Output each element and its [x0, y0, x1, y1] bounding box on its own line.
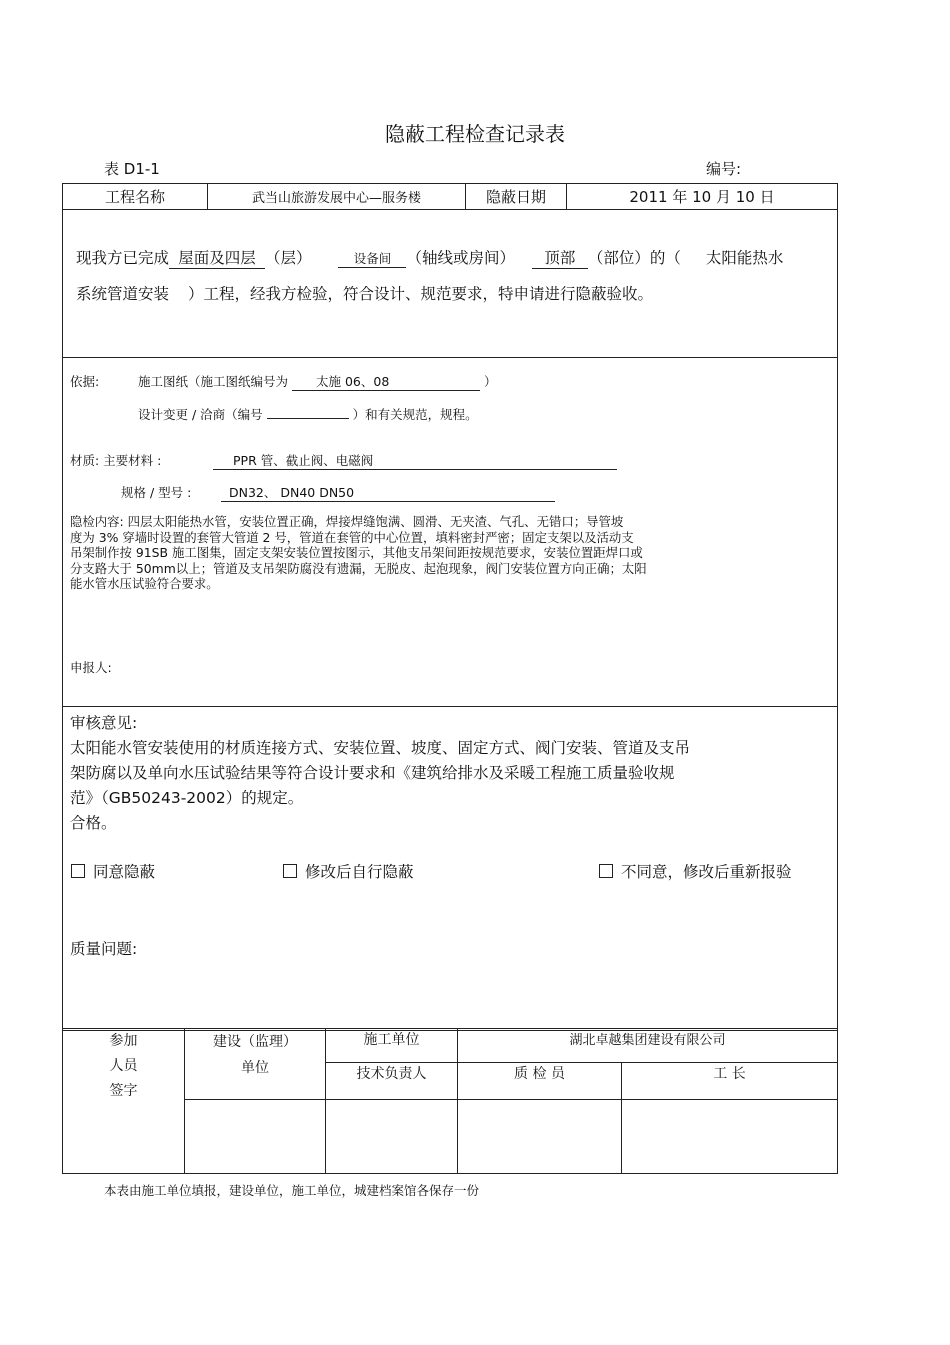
inspection-section [63, 358, 838, 707]
axis-room-field: 设备间 [338, 249, 406, 268]
project-name-label: 工程名称 [63, 184, 208, 210]
basis-label: 依据: [70, 374, 100, 389]
contractor-label: 施工单位 [326, 1029, 458, 1063]
option-disagree[interactable]: 不同意，修改后重新报验 [599, 860, 792, 882]
review-label: 审核意见: [70, 714, 138, 732]
position-field: 顶部 [532, 246, 588, 269]
statement-section [63, 210, 838, 358]
page-title: 隐蔽工程检查记录表 [385, 122, 565, 146]
work-item-a: 太阳能热水 [705, 249, 784, 267]
participants-label: 参加 人员 签字 [63, 1029, 185, 1174]
statement-line-2: 系统管道安装 ）工程，经我方检验，符合设计、规范要求，特申请进行隐蔽验收。 [76, 285, 653, 303]
tech-lead-signature-box[interactable] [326, 1100, 458, 1174]
disagree-checkbox[interactable] [599, 864, 613, 878]
review-section [63, 707, 838, 1031]
owner-supervisor-label: 建设（监理） 单位 [185, 1029, 326, 1100]
inspection-form [62, 183, 838, 1031]
footnote: 本表由施工单位填报，建设单位，施工单位，城建档案馆各保存一份 [104, 1183, 480, 1198]
agree-checkbox[interactable] [71, 864, 85, 878]
concealment-date-label: 隐蔽日期 [466, 184, 567, 210]
drawing-number: 太施 06、08 [316, 374, 390, 389]
contractor-company: 湖北卓越集团建设有限公司 [458, 1029, 838, 1063]
option-self-conceal[interactable]: 修改后自行隐蔽 [283, 860, 414, 882]
project-name: 武当山旅游发展中心—服务楼 [208, 184, 466, 210]
reporter-label: 申报人: [70, 660, 112, 675]
statement-line-1: 现我方已完成 屋面及四层 （层） 设备间 （轴线或房间） 顶部 （部位）的（ 太阳能热水 [76, 246, 783, 269]
inspection-content: 隐检内容: 四层太阳能热水管，安装位置正确，焊接焊缝饱满、圆滑、无夹渣、气孔、无错口；导管坡 度为 3% 穿墙时设置的套管大管道 2 号，管道在套管的中心位置，填料密封严密；固定支架以及活动支 吊架制作按 91SB 施工图集，固定支架安装位置按图示，其他支吊架间距按规范要求，安装位置距焊口或 分支路大于 50mm以上；管道及支吊架防腐没有遗漏，无脱皮、起泡现象，阀门安装位置方向正确；太阳 能水管水压试验符合要求。 [70, 514, 647, 591]
form-number: 表 D1-1 [104, 160, 160, 178]
foreman-label: 工 长 [622, 1063, 838, 1100]
foreman-signature-box[interactable] [622, 1100, 838, 1174]
drawing-basis: 施工图纸（施工图纸编号为 太施 06、08 ） [138, 374, 497, 389]
tech-lead-label: 技术负责人 [326, 1063, 458, 1100]
signature-table [62, 1028, 838, 1174]
change-number-field [267, 404, 349, 419]
floor-field: 屋面及四层 [169, 246, 265, 269]
review-opinion: 审核意见: 太阳能水管安装使用的材质连接方式、安装位置、坡度、固定方式、阀门安装、管道及支吊 架防腐以及单向水压试验结果等符合设计要求和《建筑给排水及采暖工程施工质量验收规 范》（GB50243-2002）的规定。 合格。 [70, 711, 690, 836]
serial-number-label: 编号: [706, 160, 742, 178]
option-agree[interactable]: 同意隐蔽 [71, 860, 155, 882]
quality-inspector-signature-box[interactable] [458, 1100, 622, 1174]
quality-inspector-label: 质 检 员 [458, 1063, 622, 1100]
design-change-basis: 设计变更 / 洽商（编号 ）和有关规范，规程。 [138, 404, 478, 423]
concealment-date: 2011 年 10 月 10 日 [567, 184, 838, 210]
main-material: PPR 管、截止阀、电磁阀 [233, 453, 374, 468]
quality-issues-label: 质量问题: [70, 940, 138, 958]
work-item-b: 系统管道安装 [76, 285, 170, 303]
self-conceal-checkbox[interactable] [283, 864, 297, 878]
spec-value: DN32、 DN40 DN50 [229, 485, 355, 500]
spec-label: 规格 / 型号 : [121, 485, 192, 500]
material-label: 材质: 主要材料 : [70, 453, 162, 468]
owner-signature-box[interactable] [185, 1100, 326, 1174]
